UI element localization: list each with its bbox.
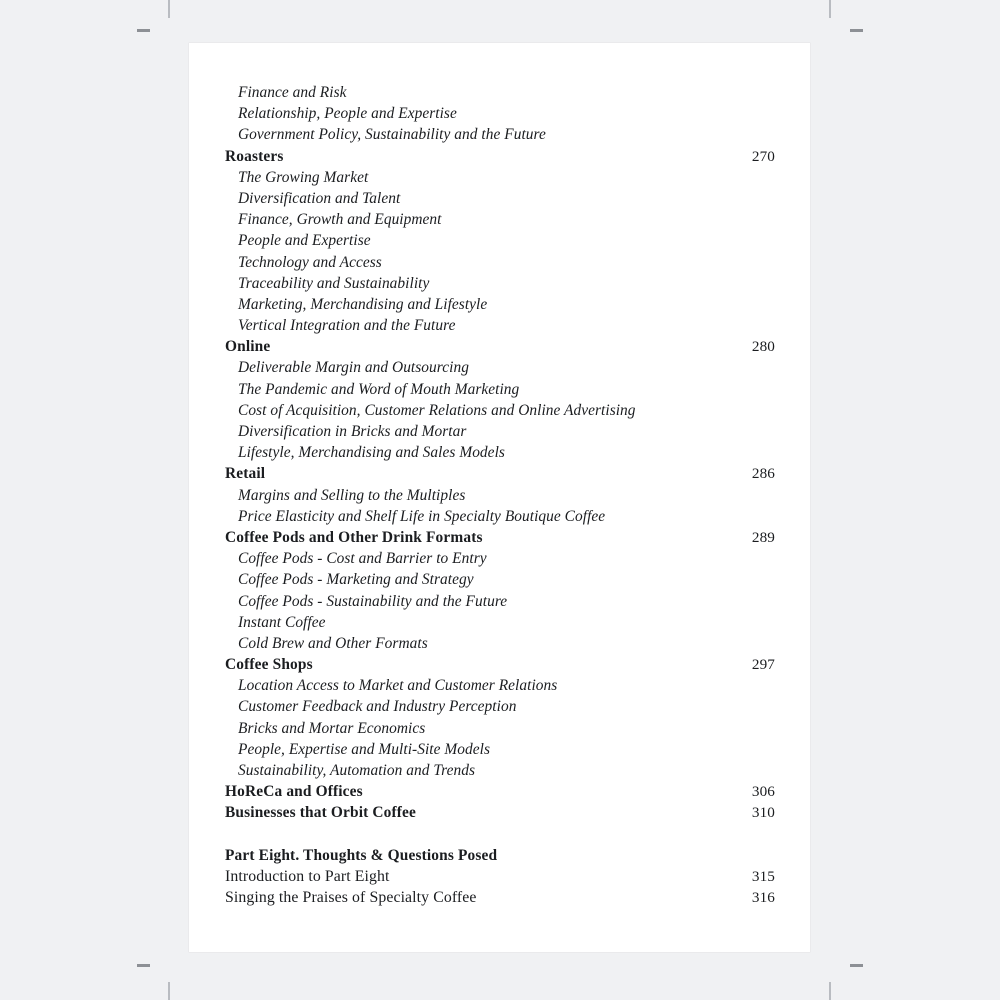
toc-entry-label: The Growing Market (238, 168, 369, 186)
toc-entry-label: Coffee Pods and Other Drink Formats (225, 528, 483, 546)
toc-entry-label: Introduction to Part Eight (225, 867, 390, 885)
toc-entry-label: People, Expertise and Multi-Site Models (238, 740, 490, 758)
toc-entry-label: Vertical Integration and the Future (238, 317, 456, 335)
toc-entry[interactable] (225, 252, 775, 273)
toc-entry-label: Sustainability, Automation and Trends (238, 762, 476, 779)
toc-entry[interactable] (225, 485, 775, 506)
toc-entry[interactable] (225, 294, 775, 315)
toc-spacer (225, 824, 775, 845)
toc-entry[interactable] (225, 739, 775, 760)
toc-entry-label: Deliverable Margin and Outsourcing (238, 359, 469, 377)
toc-entry[interactable] (225, 781, 775, 802)
toc-entry[interactable] (225, 230, 775, 251)
toc-entry-label: Businesses that Orbit Coffee (225, 804, 417, 822)
toc-entry[interactable] (225, 124, 775, 145)
toc-entry[interactable] (225, 718, 775, 739)
toc-entry-label: Retail (225, 465, 266, 483)
toc-entry-label: Part Eight. Thoughts & Questions Posed (225, 846, 498, 864)
toc-entry[interactable] (225, 548, 775, 569)
toc-entry[interactable] (225, 146, 775, 167)
toc-entry-page-number: 310 (751, 804, 775, 822)
crop-mark-bottom-left-horizontal (137, 964, 150, 967)
toc-entry[interactable] (225, 696, 775, 717)
toc-entry[interactable] (225, 591, 775, 612)
table-of-contents-list (225, 82, 775, 908)
toc-entry-label: Singing the Praises of Specialty Coffee (225, 889, 477, 907)
toc-entry-label: Instant Coffee (238, 613, 326, 631)
toc-entry[interactable] (225, 188, 775, 209)
toc-entry[interactable] (225, 887, 775, 908)
toc-entry[interactable] (225, 357, 775, 378)
toc-entry[interactable] (225, 527, 775, 548)
toc-entry[interactable] (225, 336, 775, 357)
toc-entry-label: Finance, Growth and Equipment (238, 211, 442, 229)
toc-entry-label: Technology and Access (238, 253, 382, 271)
crop-mark-top-right-horizontal (850, 29, 863, 32)
toc-entry[interactable] (225, 633, 775, 654)
toc-entry-label: Cost of Acquisition, Customer Relations and Online Advertising (238, 401, 636, 419)
toc-entry-page-number: 280 (751, 338, 775, 356)
toc-entry-label: Roasters (225, 147, 284, 165)
toc-entry[interactable] (225, 103, 775, 124)
toc-entry[interactable] (225, 379, 775, 400)
toc-entry-label: HoReCa and Offices (225, 783, 363, 801)
toc-entry-label: Coffee Pods - Sustainability and the Future (238, 592, 508, 610)
toc-entry-label: Coffee Pods - Marketing and Strategy (238, 571, 474, 589)
toc-entry-label: Traceability and Sustainability (238, 274, 430, 292)
toc-entry-label: Customer Feedback and Industry Perception (238, 698, 517, 716)
toc-entry-page-number: 286 (751, 465, 775, 483)
toc-entry[interactable] (225, 209, 775, 230)
toc-entry-label: Finance and Risk (238, 84, 347, 101)
book-page (189, 43, 810, 952)
toc-entry[interactable] (225, 273, 775, 294)
toc-entry-label: Marketing, Merchandising and Lifestyle (238, 295, 488, 313)
toc-entry[interactable] (225, 506, 775, 527)
toc-entry-label: Coffee Shops (225, 656, 313, 674)
toc-entry[interactable] (225, 421, 775, 442)
toc-entry[interactable] (225, 569, 775, 590)
toc-entry[interactable] (225, 845, 775, 866)
toc-entry-label: Lifestyle, Merchandising and Sales Models (238, 444, 505, 462)
toc-entry-label: Diversification and Talent (238, 189, 401, 207)
toc-entry-label: Relationship, People and Expertise (238, 105, 457, 123)
toc-entry-label: Cold Brew and Other Formats (238, 634, 428, 652)
toc-entry-label: Margins and Selling to the Multiples (238, 486, 466, 504)
crop-mark-top-left-vertical (168, 0, 170, 18)
toc-entry-page-number: 315 (751, 867, 775, 885)
toc-entry-label: Bricks and Mortar Economics (238, 719, 426, 737)
crop-mark-bottom-left-vertical (168, 982, 170, 1000)
toc-entry-label: Price Elasticity and Shelf Life in Specialty Boutique Coffee (238, 507, 606, 525)
toc-entry[interactable] (225, 315, 775, 336)
toc-entry-label: Coffee Pods - Cost and Barrier to Entry (238, 550, 487, 568)
toc-entry[interactable] (225, 675, 775, 696)
toc-entry-page-number: 297 (751, 656, 775, 674)
toc-entry-label: The Pandemic and Word of Mouth Marketing (238, 380, 520, 398)
toc-entry[interactable] (225, 442, 775, 463)
toc-entry-label: People and Expertise (238, 232, 371, 250)
toc-entry[interactable] (225, 612, 775, 633)
toc-entry-label: Online (225, 338, 271, 356)
toc-entry[interactable] (225, 760, 775, 781)
toc-entry[interactable] (225, 654, 775, 675)
toc-entry[interactable] (225, 463, 775, 484)
crop-mark-bottom-right-vertical (829, 982, 831, 1000)
toc-entry[interactable] (225, 400, 775, 421)
toc-entry-label: Diversification in Bricks and Mortar (238, 423, 467, 440)
toc-entry[interactable] (225, 82, 775, 103)
crop-mark-top-right-vertical (829, 0, 831, 18)
crop-mark-bottom-right-horizontal (850, 964, 863, 967)
toc-entry-page-number: 270 (751, 147, 775, 165)
toc-entry-label: Government Policy, Sustainability and the Future (238, 126, 546, 144)
toc-entry[interactable] (225, 167, 775, 188)
toc-entry-label: Location Access to Market and Customer Relations (238, 677, 558, 695)
toc-entry-page-number: 316 (751, 889, 775, 907)
toc-entry[interactable] (225, 866, 775, 887)
toc-entry[interactable] (225, 802, 775, 823)
crop-mark-top-left-horizontal (137, 29, 150, 32)
toc-entry-page-number: 306 (751, 783, 775, 801)
toc-entry-page-number: 289 (751, 528, 775, 546)
